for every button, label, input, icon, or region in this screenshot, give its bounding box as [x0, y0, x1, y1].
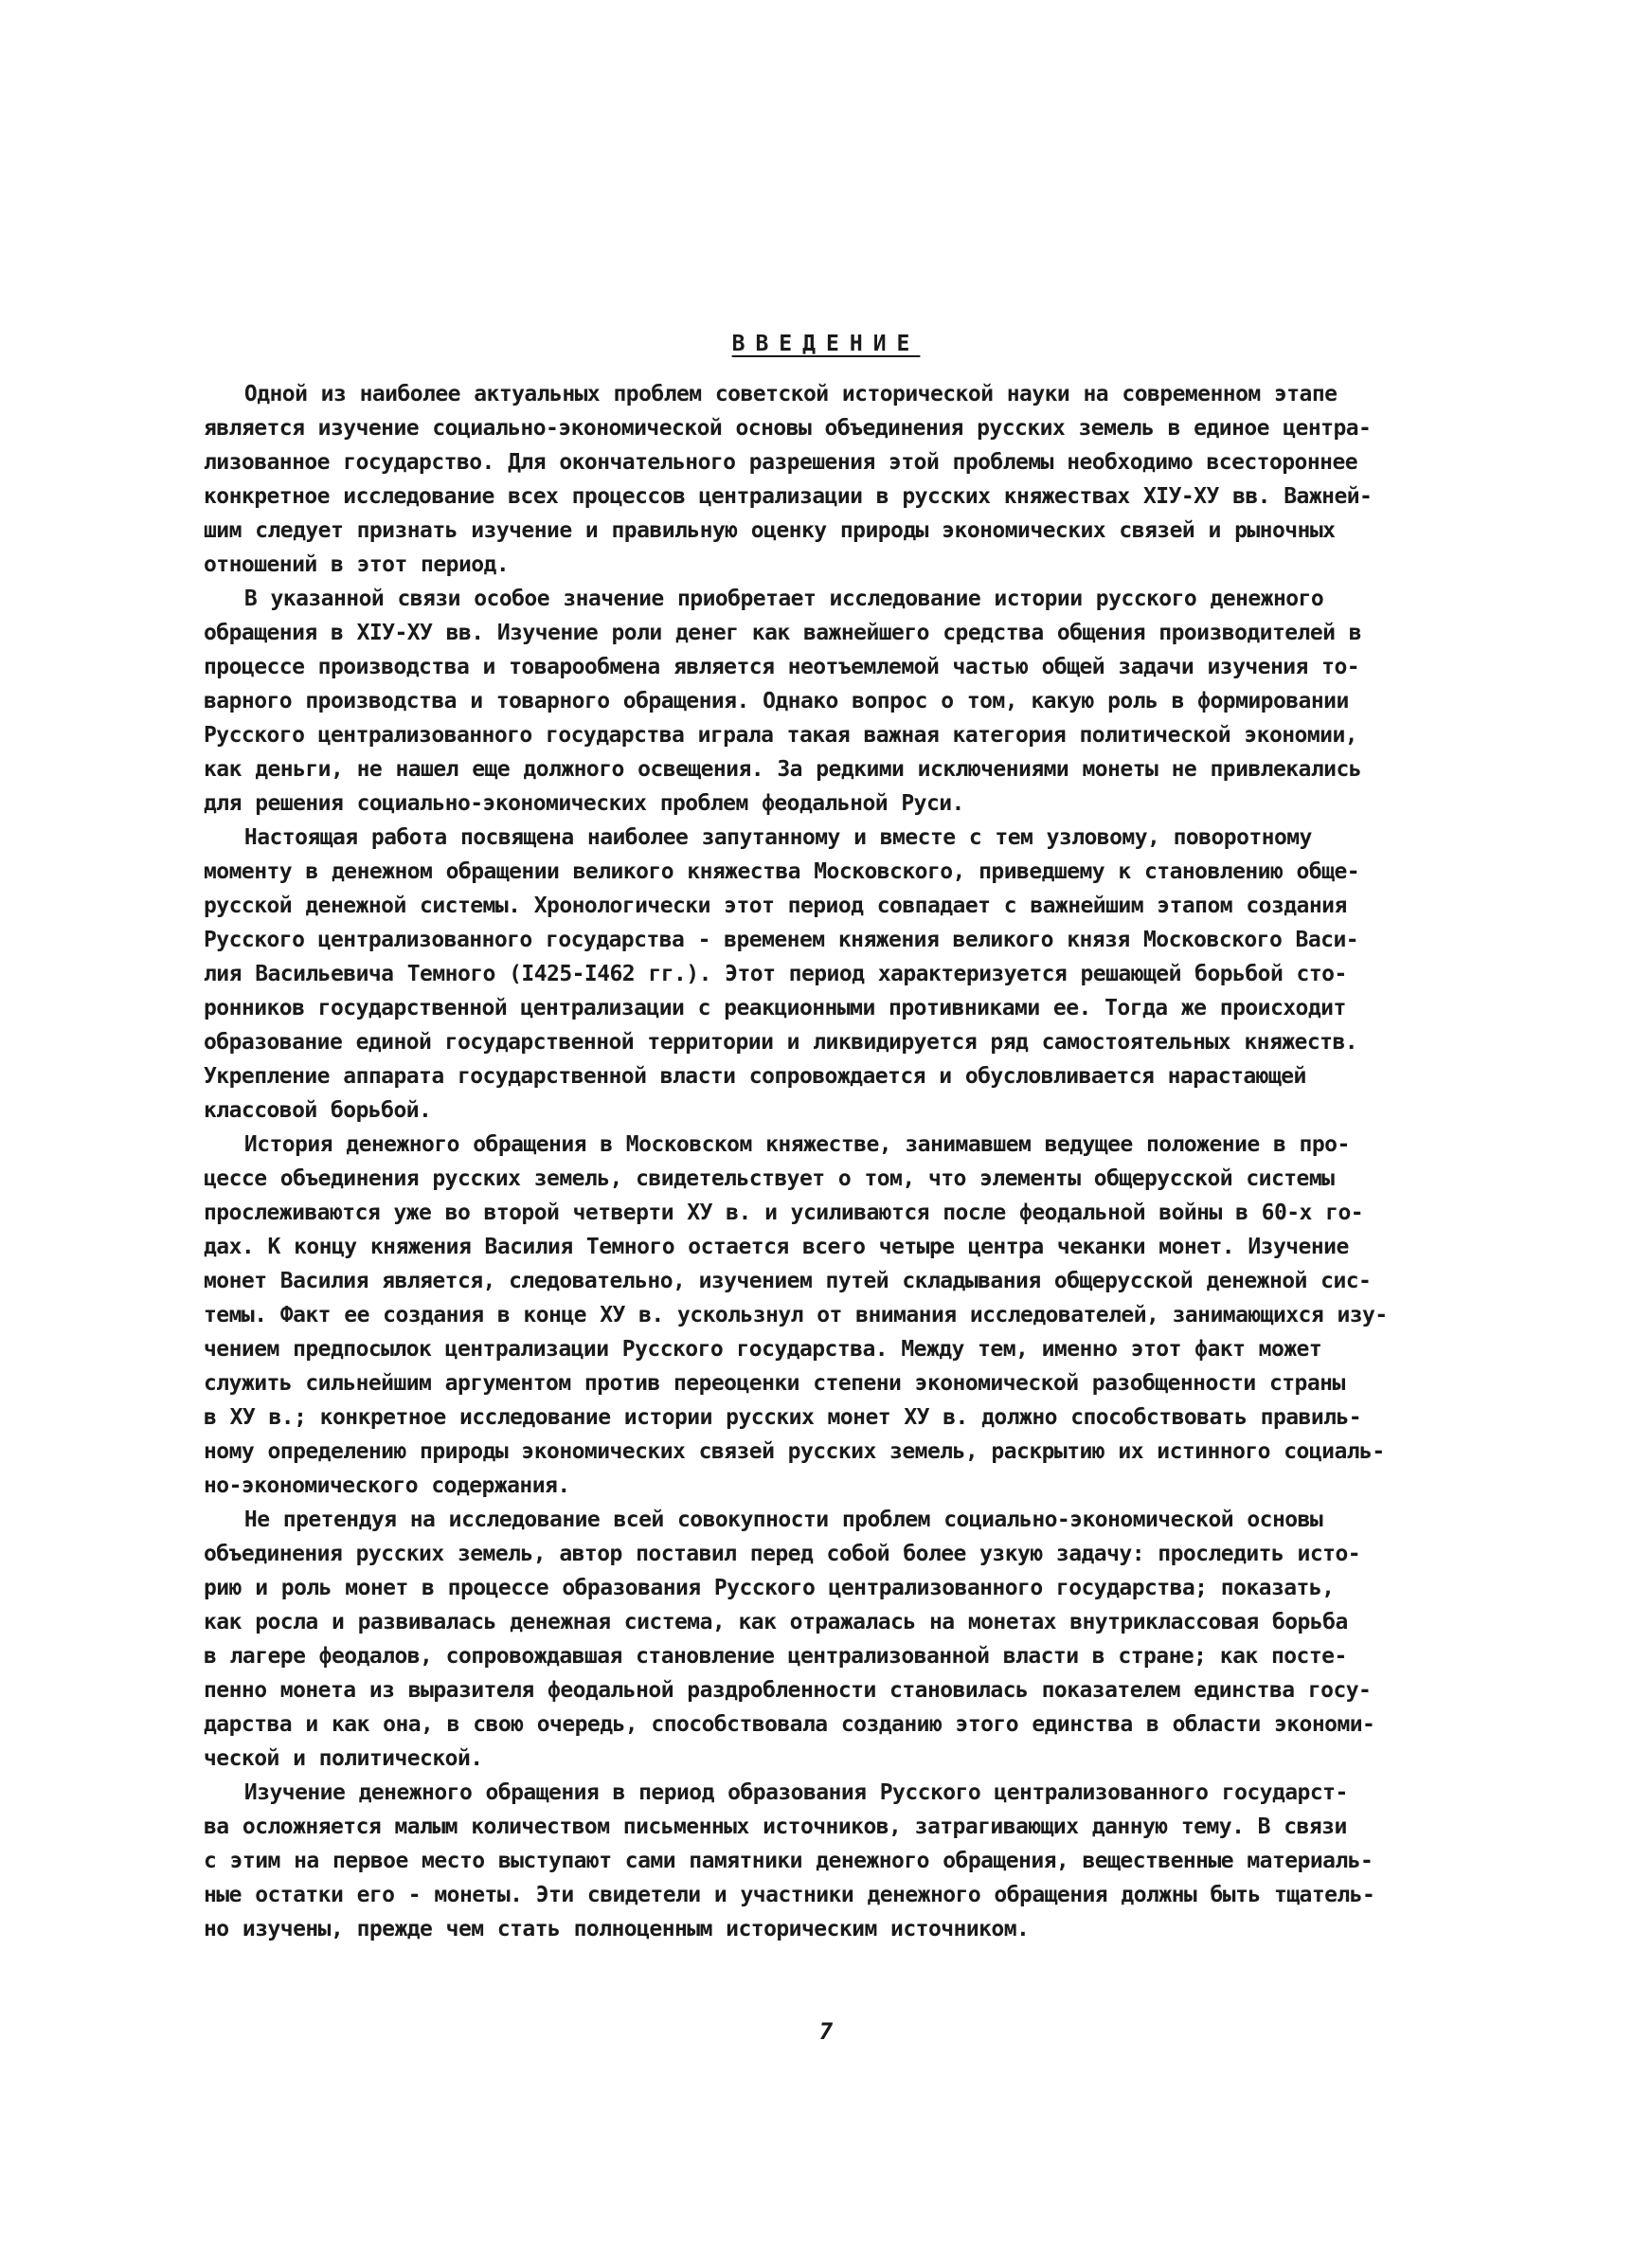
paragraph	[204, 582, 1511, 821]
text-line: дарства и как она, в свою очередь, способствовала созданию этого единства в области экономи-	[204, 1712, 1375, 1737]
text-line: цессе объединения русских земель, свидетельствует о том, что элементы общерусской системы	[204, 1166, 1335, 1191]
paragraph	[204, 377, 1511, 582]
paragraph	[204, 1503, 1511, 1776]
text-line: конкретное исследование всех процессов централизации в русских княжествах ХIУ-ХУ вв. Важней-	[204, 484, 1373, 509]
text-line: но-экономического содержания.	[204, 1473, 570, 1498]
text-line: обращения в ХIУ-ХУ вв. Изучение роли денег как важнейшего средства общения производителей в	[204, 621, 1362, 645]
text-line: процессе производства и товарообмена является неотъемлемой частью общей задачи изучения то-	[204, 655, 1360, 679]
text-line: для решения социально-экономических проблем феодальной Руси.	[204, 791, 964, 816]
text-line: ческой и политической.	[204, 1746, 483, 1771]
text-line: образование единой государственной территории и ликвидируется ряд самостоятельных княжеств.	[204, 1030, 1358, 1055]
text-line: Настоящая работа посвящена наиболее запутанному и вместе с тем узловому, поворотному	[204, 825, 1312, 850]
text-line: Русского централизованного государства играла такая важная категория политической экономии,	[204, 723, 1358, 748]
text-line: но изучены, прежде чем стать полноценным историческим источником.	[204, 1917, 1030, 1941]
text-line: Укрепление аппарата государственной власти сопровождается и обусловливается нарастающей	[204, 1064, 1306, 1089]
text-line: моменту в денежном обращении великого княжества Московского, приведшему к становлению обще-	[204, 859, 1360, 884]
text-line: темы. Факт ее создания в конце ХУ в. ускользнул от внимания исследователей, занимающихся изу-	[204, 1303, 1388, 1327]
text-line: рию и роль монет в процессе образования Русского централизованного государства; показать,	[204, 1576, 1335, 1600]
text-line: как росла и развивалась денежная система, как отражалась на монетах внутриклассовая борьба	[204, 1610, 1348, 1634]
body-text	[204, 377, 1511, 1946]
text-line: прослеживаются уже во второй четверти ХУ в. и усиливаются после феодальной войны в 60-х го-	[204, 1201, 1364, 1225]
text-line: В указанной связи особое значение приобретает исследование истории русского денежного	[204, 587, 1324, 611]
text-line: в лагере феодалов, сопровождавшая становление централизованной власти в стране; как посте-	[204, 1644, 1347, 1669]
text-line: шим следует признать изучение и правильную оценку природы экономических связей и рыночных	[204, 518, 1336, 543]
text-line: является изучение социально-экономической основы объединения русских земель в единое центра-	[204, 416, 1372, 441]
text-line: лизованное государство. Для окончательного разрешения этой проблемы необходимо всестороннее	[204, 450, 1358, 475]
text-line: Изучение денежного обращения в период образования Русского централизованного государст-	[204, 1780, 1348, 1805]
text-line: с этим на первое место выступают сами памятники денежного обращения, вещественные материаль-	[204, 1849, 1374, 1873]
text-line: ному определению природы экономических связей русских земель, раскрытию их истинного социаль-	[204, 1439, 1385, 1464]
text-line: отношений в этот период.	[204, 552, 510, 577]
paragraph	[204, 1128, 1511, 1503]
text-line: ва осложняется малым количеством письменных источников, затрагивающих данную тему. В связи	[204, 1815, 1347, 1839]
page-title: ВВЕДЕНИЕ	[731, 332, 921, 356]
text-line: как деньги, не нашел еще должного освещения. За редкими исключениями монеты не привлекались	[204, 757, 1362, 782]
text-line: пенно монета из выразителя феодальной раздробленности становилась показателем единства госу-	[204, 1678, 1372, 1703]
paragraph	[204, 821, 1511, 1128]
text-line: ронников государственной централизации с реакционными противниками ее. Тогда же происходит	[204, 996, 1346, 1020]
text-line: История денежного обращения в Московском княжестве, занимавшем ведущее положение в про-	[204, 1132, 1350, 1157]
text-line: русской денежной системы. Хронологически этот период совпадает с важнейшим этапом создания	[204, 894, 1347, 918]
text-line: варного производства и товарного обращения. Однако вопрос о том, какую роль в формировании	[204, 689, 1349, 713]
text-line: объединения русских земель, автор поставил перед собой более узкую задачу: проследить исто-	[204, 1542, 1361, 1566]
text-line: монет Василия является, следовательно, изучением путей складывания общерусской денежной сис-	[204, 1269, 1372, 1293]
text-line: в ХУ в.; конкретное исследование истории русских монет ХУ в. должно способствовать правиль-	[204, 1405, 1362, 1430]
text-line: дах. К концу княжения Василия Темного остается всего четыре центра чеканки монет. Изучение	[204, 1235, 1349, 1259]
text-line: лия Васильевича Темного (I425-I462 гг.). Этот период характеризуется решающей борьбой сто-	[204, 962, 1347, 986]
text-line: Русского централизованного государства - временем княжения великого князя Московского Васи-	[204, 928, 1359, 952]
text-line: чением предпосылок централизации Русского государства. Между тем, именно этот факт может	[204, 1337, 1322, 1362]
text-line: классовой борьбой.	[204, 1098, 432, 1123]
text-line: служить сильнейшим аргументом против переоценки степени экономической разобщенности страны	[204, 1371, 1345, 1396]
text-line: Не претендуя на исследование всей совокупности проблем социально-экономической основы	[204, 1508, 1323, 1532]
page-number: 7	[818, 2018, 834, 2045]
text-line: ные остатки его - монеты. Эти свидетели и участники денежного обращения должны быть тщатель-	[204, 1883, 1375, 1907]
paragraph	[204, 1776, 1511, 1946]
text-line: Одной из наиболее актуальных проблем советской исторической науки на современном этапе	[204, 382, 1338, 406]
